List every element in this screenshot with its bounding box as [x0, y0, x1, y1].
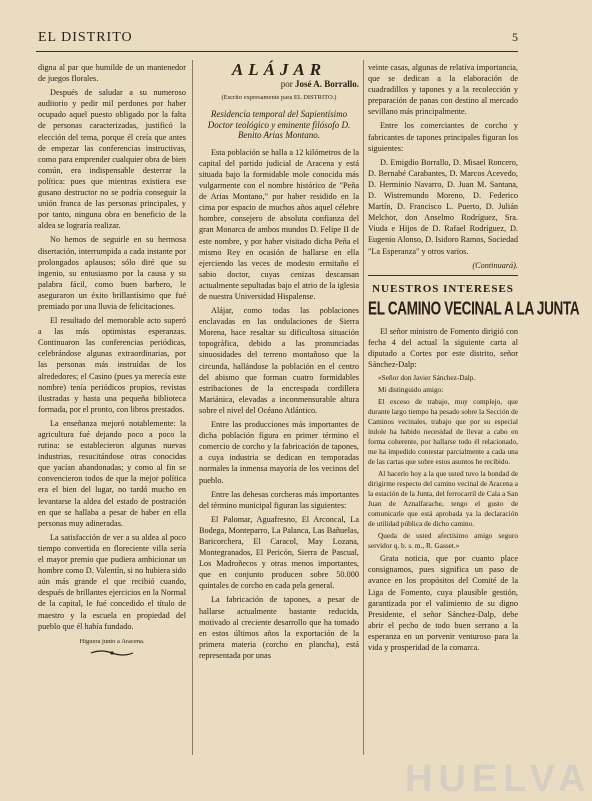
byline-author: José A. Borrallo.: [295, 79, 359, 90]
continued-note: (Continuará).: [472, 260, 518, 270]
paragraph: La satisfacción de ver a su aldea al poco tiempo convertida en floreciente villa sería el mayor premio que pudiera ambicionar un hombre como D. Valentín, si no hubiera sido aún más grande el que recibió cuando, después de brillantes ejercicios en la Normal de la capital, le fué concedido el título de maestro y la escuela en propiedad del pueblo que él había fundado.: [38, 532, 186, 631]
column-middle: [199, 62, 359, 664]
paragraph: El señor ministro de Fomento dirigió con fecha 4 del actual la siguiente carta al diputado a Cortes por este distrito, señor Sánchez-Dalp:: [368, 326, 518, 370]
byline: [199, 79, 359, 90]
paragraph: digna al par que humilde de un mantenedor de juegos florales.: [38, 63, 186, 84]
paragraph: Entre los comerciantes de corcho y fabricantes de tapones principales figuran los siguientes:: [368, 121, 518, 153]
letter-line: Mi distinguido amigo:: [378, 385, 444, 395]
section-rule: [368, 275, 518, 276]
article-subtitle: Residencia temporal del Sapientísimo Doctor teológico y eminente filósofo D. Benito Arias Montano.: [207, 109, 351, 141]
letter-line: El exceso de trabajo, muy complejo, que durante largo tiempo ha pesado sobre la Sección de Caminos vecinales, trabajo que por su especial índole ha habido necesidad de llevar a cabo en forma coherente, por hallarse todo él relacionado, me ha impedido contestar parcialmente a cada una de las cartas que sobre estos asuntos he recibido.: [368, 397, 518, 467]
paragraph: Entre las producciones más importantes de dicha población figura en primer término el comercio de corcho y la fabricación de tapones, a cuya industria se dedican en temporadas normales la inmensa mayoría de los vecinos del pueblo.: [199, 420, 359, 485]
paragraph: La enseñanza mejoró notablemente: la agricultura fué dejando poco a poco la rutina: se establecieron algunas nuevas industrias, resucitándose otras conocidas que yacían abandonadas; y como al fin se convencieron todos de que la mejor política era el bien del lugar, no tardó mucho en levantarse la aldea del estado de postración en que se hallaba a pesar de haber en ella personas muy adineradas.: [38, 418, 186, 528]
paragraph: El Palomar, Aguafresno, El Arconcal, La Bodega, Monteparro, La Palanca, Las Bañuelas, Baricorchera, El Caracol, May Lozana, Montegranados, El Pericón, Sierra de Pascual, Los Madroñecos y otras menos importantes, que en conjunto producen sobre 50.000 quintales de corcho en cada pela general.: [199, 514, 359, 591]
page-number: 5: [512, 30, 518, 44]
letter-line: Al hacerlo hoy a la que usted tuvo la bondad de dirigirme respecto del camino vecinal de Aracena a la estación de la Junta, del ferrocarril de Cala a San Juan de Aznalfarache, tengo el gusto de comunicarle que está aprobada ya la declaración de utilidad pública de dicho camino.: [368, 469, 518, 529]
column-left: [38, 62, 186, 657]
letter-block: [368, 373, 518, 551]
article-headline: EL CAMINO VECINAL A LA JUNTA: [368, 298, 580, 319]
letter-line: Queda de usted afectísimo amigo seguro servidor q. b. s. m., R. Gasset.»: [368, 531, 518, 551]
archive-watermark: HUELVA: [405, 758, 592, 800]
article-title: ALÁJAR: [231, 60, 327, 79]
newspaper-title: EL DISTRITO: [38, 30, 133, 45]
paragraph: Después de saludar a su numeroso auditorio y pedir mil perdones por haber ocupado aquel puesto obligado por la falta de personas caracterizadas, justificó la elección del tema, porque él creía que antes de empezar las conferencias instructivas, como para emprender cualquier obra de bien común, era indispensable desterrar la política: pues que mientras existiera ese gusano destructor no se podría conseguir la unión franca de las personas principales, y por tanto, ninguna obra en beneficio de la aldea se lograría realizar.: [38, 88, 186, 231]
paragraph: No hemos de seguirle en su hermosa disertación, interrumpida a cada instante por prolongados aplausos; sólo diré que su ingenio, su entusiasmo por la causa y su palabra fácil, como buen barbero, le aseguraron un éxito brillantísimo que fué premiado por una lluvia de felicitaciones.: [38, 235, 186, 311]
paragraph: Alájar, como todas las poblaciones enclavadas en las ondulaciones de Sierra Morena, hace resaltar su dificultosa situación topográfica, debido a las pronunciadas sinuosidades del terreno montañoso que la circunda, hallándose la población en el centro del abismo que forman cuatro formidables estribaciones de la encrespada cordillera Mariánica, elevadas a inconmensurable altura sobre el nivel del Océano Atlántico.: [199, 306, 359, 415]
byline-prefix: por: [280, 79, 293, 90]
photo-caption: Higuera junto a Aracena.: [79, 637, 145, 645]
flourish-ornament: [89, 649, 135, 657]
column-divider: [363, 60, 364, 755]
column-divider: [192, 60, 193, 755]
paragraph: veinte casas, algunas de relativa importancia, que se dedican a la elaboración de cuadradillos y tapones y a la recolección y preparación de panas con destino al mercado sevillano más principalmente.: [368, 63, 518, 117]
letter-line: «Señor don Javier Sánchez-Dalp.: [378, 373, 476, 383]
column-right: [368, 62, 580, 656]
article-note: (Escrito expresamente para EL DISTRITO.): [221, 94, 337, 102]
section-heading: NUESTROS INTERESES: [372, 282, 514, 295]
paragraph: El resultado del memorable acto superó a las más optimistas esperanzas. Continuaron las conferencias periódicas, celebrándose algunas extraordinarias, por las personas más instruídas de los alrededores; el Casino (pues ya merecía este nombre) tenía periódicos propios, revistas ilustradas y hasta una pequeña biblioteca formada, por el pronto, con libros prestados.: [38, 316, 186, 414]
paragraph: D. Emigdio Borrallo, D. Misael Roncero, D. Bernabé Carabantes, D. Marcos Acevedo, D. Herminio Navarro, D. Juan M. Santana, D. Wistremundo Moreno, D. Federico Martín, D. Francisco L. Puerto, D. Julián Melchor, don Anselmo Rodríguez, Sra. Viuda e Hijos de D. Rafael Rodríguez, D. Eugenio Alonso, D. Isidoro Ramos, Sociedad "La Esperanza" y otros varios.: [368, 157, 518, 256]
header-rule: [36, 51, 518, 52]
paragraph: Grata noticia, que por cuanto place consignamos, pues significa un paso de avance en los propósitos del Comité de la Liga de Fomento, cuya plausible gestión, garantizada por el valimiento de su digno Presidente, el señor Sánchez-Dalp, debe abrir el pecho de todo buen serrano a la esperanza en un porvenir venturoso para la vida y prosperidad de la comarca.: [368, 554, 518, 652]
paragraph: Esta población se halla a 12 kilómetros de la capital del partido judicial de Aracena y está situada bajo la formidable mole conocida más vulgarmente con el nombre histórico de "Peña de Arias Montano," por haber residido en la cima por espacio de muchos años aquel célebre hombre, consejero de absoluta confianza del gran Monarca de ambos mundos D. Felipe II de este nombre, y por haber visitado dicha Peña el mismo Rey en ocasión de hallarse en ella ejerciendo las veces de modesto ermitaño el sabio doctor, cuyas cenizas descansan actualmente sepultadas bajo el atrio de la iglesia de nuestra Universidad Hispalense.: [199, 147, 359, 301]
paragraph: La fabricación de tapones, a pesar de hallarse actualmente bastante reducida, motivado al creciente desarrollo que ha tomado en estos últimos años la exportación de la primera materia (corcho en plancha), está representada por unas: [199, 595, 359, 660]
paragraph: Entre las dehesas corcheras más importantes del término municipal figuran las siguientes:: [199, 489, 359, 510]
